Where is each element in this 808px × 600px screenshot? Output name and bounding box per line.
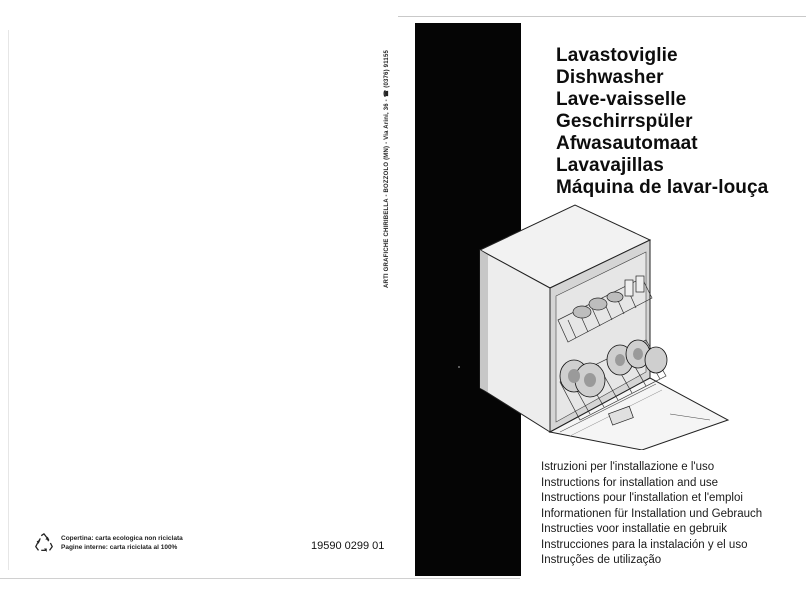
title-french: Lave-vaisselle xyxy=(556,89,687,110)
instruction-italian: Istruzioni per l'installazione e l'uso xyxy=(541,461,715,473)
title-dutch: Afwasautomaat xyxy=(556,133,698,154)
instruction-spanish: Instrucciones para la instalación y el uso xyxy=(541,538,748,551)
top-fold-line xyxy=(398,16,806,17)
instructions-list xyxy=(541,460,762,569)
part-number: 19590 0299 01 xyxy=(311,540,385,552)
instruction-portuguese: Instruções de utilização xyxy=(541,554,662,566)
instruction-english: Instructions for installation and use xyxy=(541,476,719,489)
product-title-list xyxy=(556,45,768,199)
title-italian: Lavastoviglie xyxy=(556,45,678,66)
instruction-dutch: Instructies voor installatie en gebruik xyxy=(541,523,728,535)
left-page-edge xyxy=(8,30,9,570)
scan-speck xyxy=(458,366,460,368)
bottom-edge-line xyxy=(0,578,520,579)
title-spanish: Lavavajillas xyxy=(556,155,664,176)
dishwasher-illustration xyxy=(470,200,740,450)
paper-note-cover: Copertina: carta ecologica non riciclata xyxy=(61,535,183,542)
title-english: Dishwasher xyxy=(556,67,664,88)
instruction-german: Informationen für Installation und Gebrauch xyxy=(541,507,763,520)
paper-note-inner: Pagine interne: carta riciclata al 100% xyxy=(61,544,178,551)
recycle-icon xyxy=(33,532,55,554)
title-german: Geschirrspüler xyxy=(556,111,693,132)
printer-credit: ARTI GRAFICHE CHIRIBELLA - BOZZOLO (MN) - Via Arini, 36 - ☎ (0376) 91155 xyxy=(384,49,390,288)
paper-note xyxy=(33,532,183,554)
title-portuguese: Máquina de lavar-louça xyxy=(556,177,769,198)
instruction-french: Instructions pour l'installation et l'emploi xyxy=(541,492,743,504)
